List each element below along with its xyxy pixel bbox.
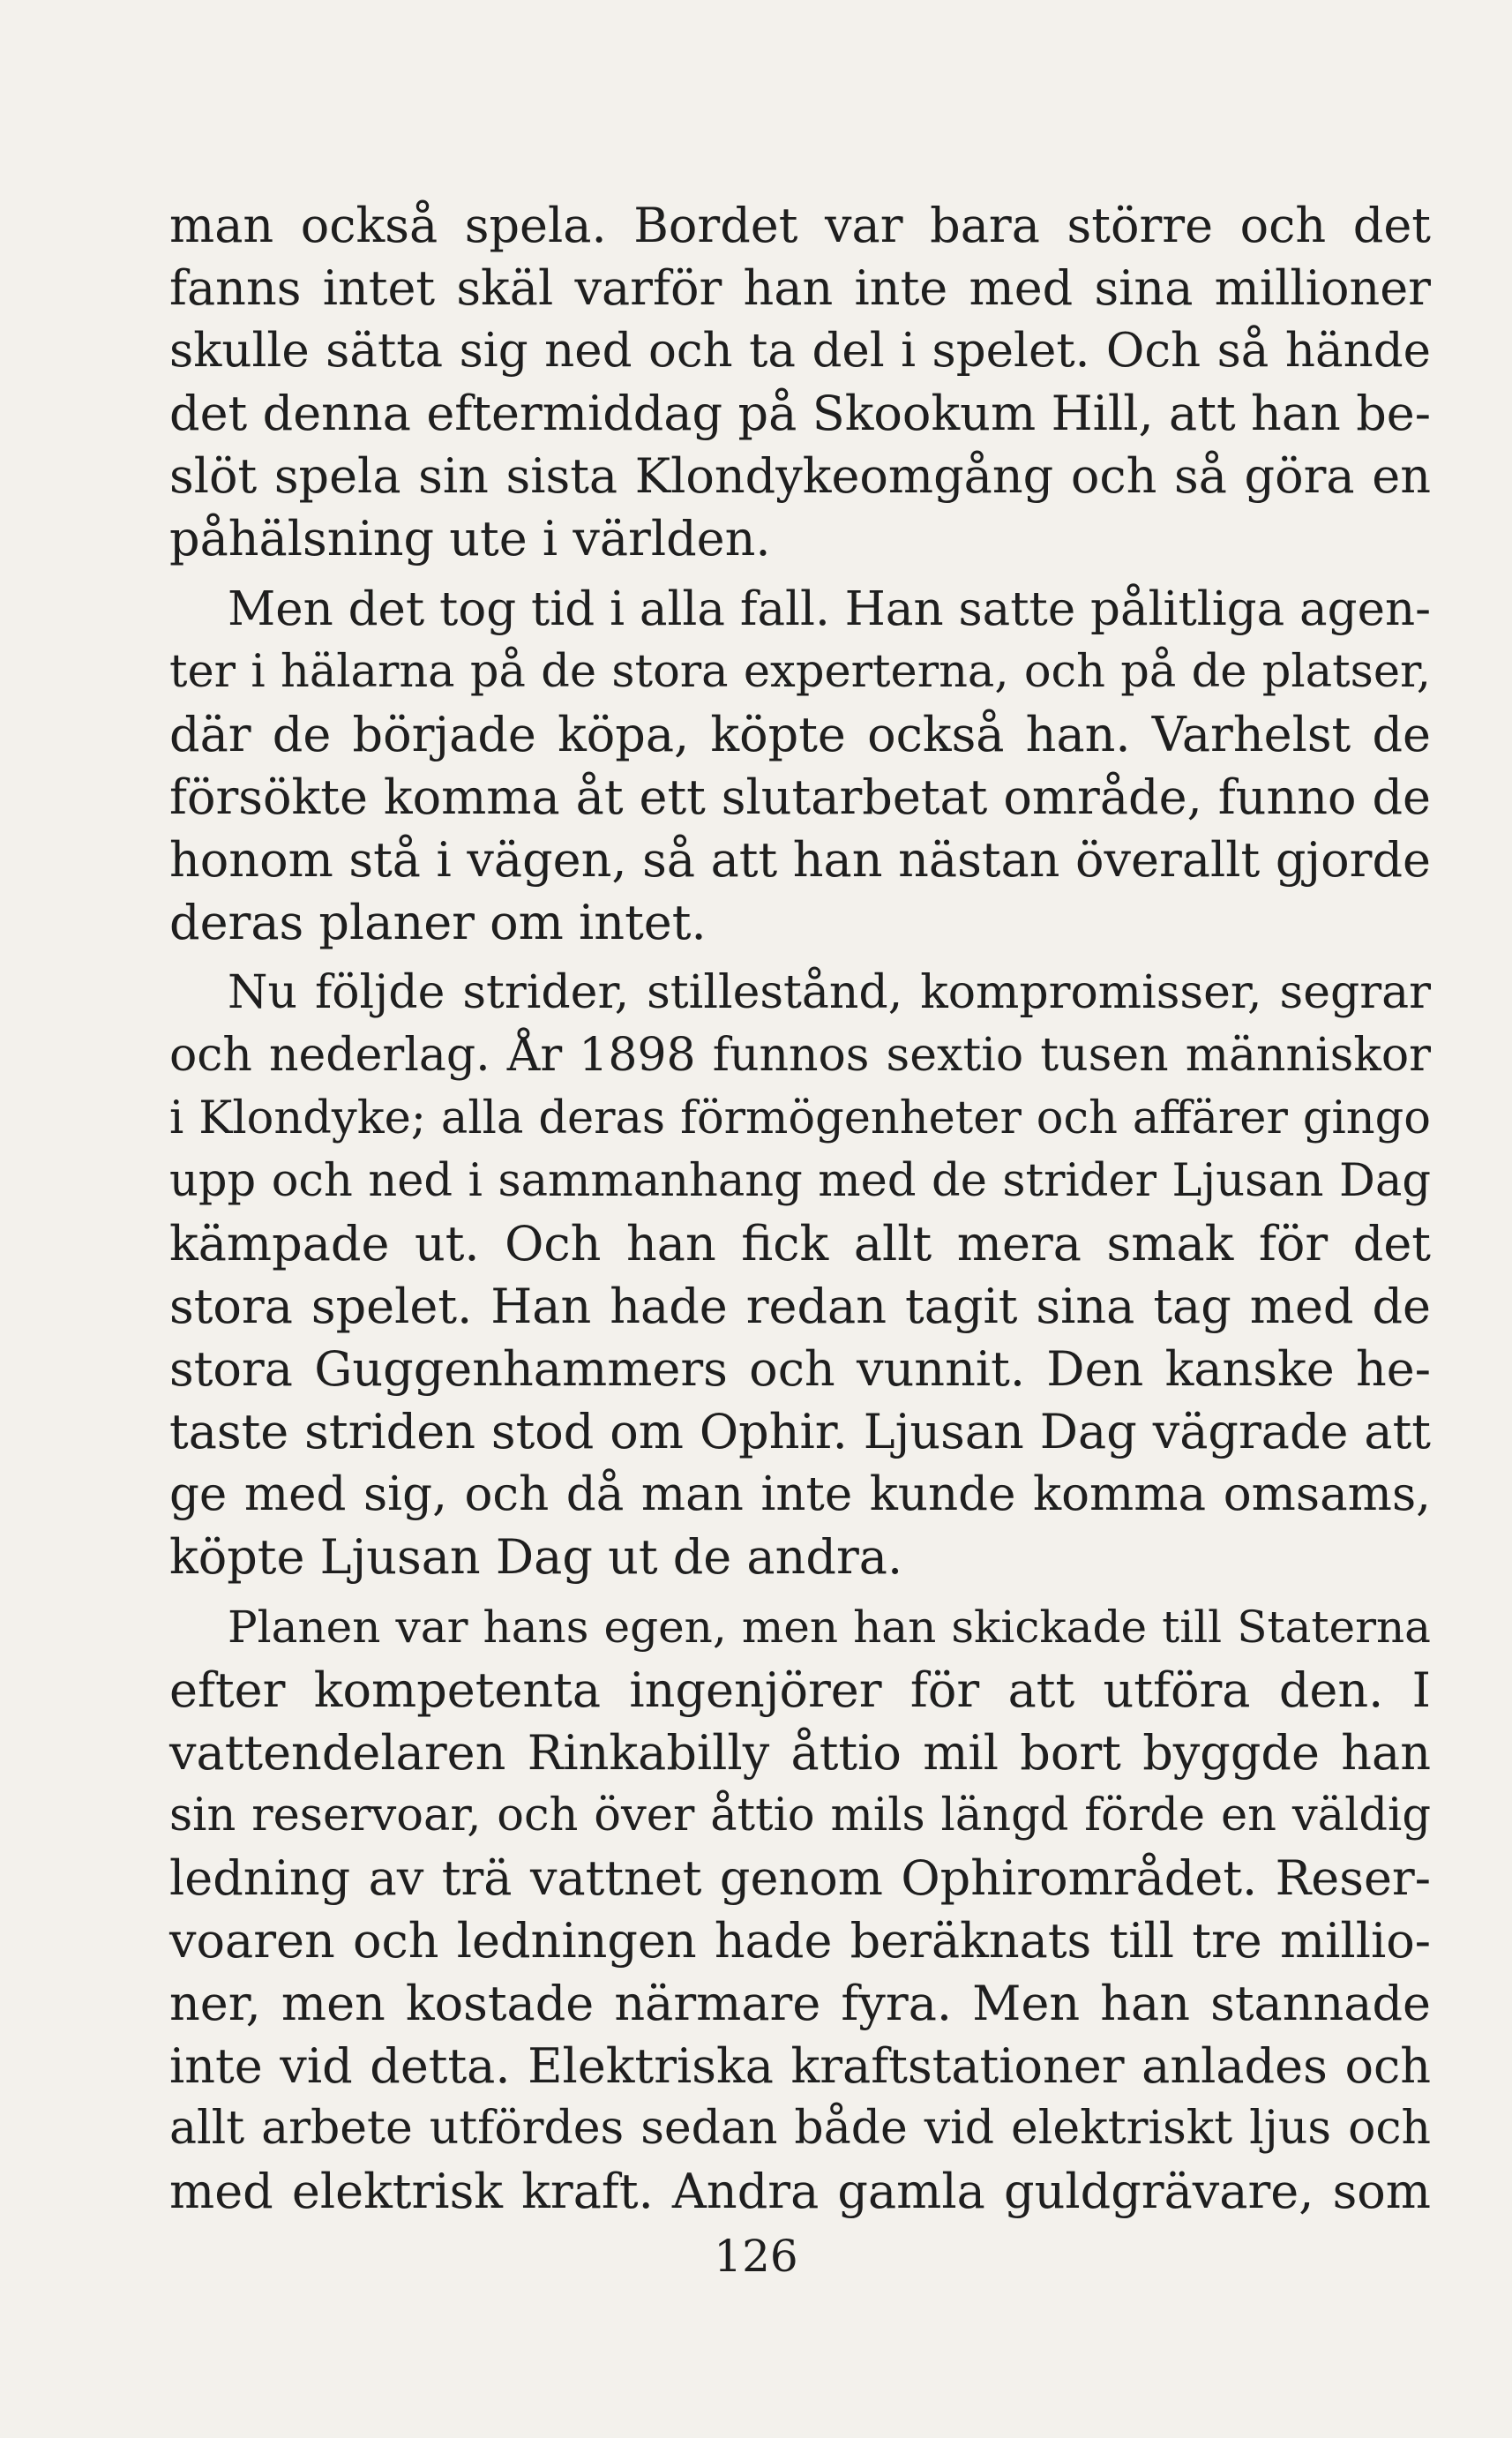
text-line: efter kompetenta ingenjörer för att utföra den. I	[169, 1662, 1431, 1718]
text-line: voaren och ledningen hade beräknats till tre millio-	[169, 1913, 1431, 1969]
text-line: och nederlag. År 1898 funnos sextio tusen människor	[169, 1029, 1431, 1082]
paragraph-1	[169, 194, 1431, 570]
text-line: inte vid detta. Elektriska kraftstationer anlades och	[169, 2038, 1431, 2094]
text-line: köpte Ljusan Dag ut de andra.	[169, 1529, 903, 1585]
text-line: ner, men kostade närmare fyra. Men han stannade	[169, 1976, 1431, 2031]
text-line: ter i hälarna på de stora experterna, och på de platser,	[169, 646, 1431, 698]
text-line: försökte komma åt ett slutarbetat område, funno de	[169, 769, 1431, 825]
text-line: skulle sätta sig ned och ta del i spelet. Och så hände	[169, 324, 1431, 378]
text-line: påhälsning ute i världen.	[169, 511, 771, 566]
text-line: honom stå i vägen, så att han nästan överallt gjorde	[169, 832, 1431, 888]
text-line: vattendelaren Rinkabilly åttio mil bort byggde han	[169, 1725, 1431, 1781]
text-line: slöt spela sin sista Klondykeomgång och så göra en	[169, 448, 1431, 504]
text-line: det denna eftermiddag på Skookum Hill, att han be-	[169, 386, 1431, 441]
paragraph-2	[169, 578, 1431, 954]
text-line: stora spelet. Han hade redan tagit sina tag med de	[169, 1279, 1431, 1334]
text-line: man också spela. Bordet var bara större och det	[169, 198, 1431, 253]
text-line: fanns intet skäl varför han inte med sina millioner	[169, 260, 1431, 316]
text-line: i Klondyke; alla deras förmögenheter och affärer gingo	[169, 1092, 1431, 1144]
text-line: där de började köpa, köpte också han. Varhelst de	[169, 707, 1431, 762]
text-line: taste striden stod om Ophir. Ljusan Dag vägrade att	[169, 1404, 1431, 1459]
paragraph-3	[169, 962, 1431, 1588]
text-line: stora Guggenhammers och vunnit. Den kanske he-	[169, 1341, 1431, 1397]
text-line: kämpade ut. Och han fick allt mera smak för det	[169, 1216, 1431, 1272]
paragraph-4	[169, 1596, 1431, 2223]
text-line: sin reservoar, och över åttio mils längd förde en väldig	[169, 1789, 1431, 1842]
text-line: med elektrisk kraft. Andra gamla guldgrävare, som	[169, 2164, 1431, 2219]
body-text	[169, 194, 1431, 2223]
text-line: upp och ned i sammanhang med de strider Ljusan Dag	[169, 1155, 1431, 1207]
text-line: allt arbete utfördes sedan både vid elektriskt ljus och	[169, 2102, 1431, 2155]
text-line: Men det tog tid i alla fall. Han satte pålitliga agen-	[228, 582, 1431, 636]
text-line: Planen var hans egen, men han skickade till Staterna	[228, 1602, 1431, 1653]
text-line: deras planer om intet.	[169, 895, 707, 950]
text-line: ge med sig, och då man inte kunde komma omsams,	[169, 1467, 1431, 1521]
text-line: Nu följde strider, stillestånd, kompromisser, segrar	[228, 966, 1431, 1019]
text-line: ledning av trä vattnet genom Ophirområdet. Reser-	[169, 1850, 1431, 1906]
page-number: 126	[714, 2231, 798, 2282]
